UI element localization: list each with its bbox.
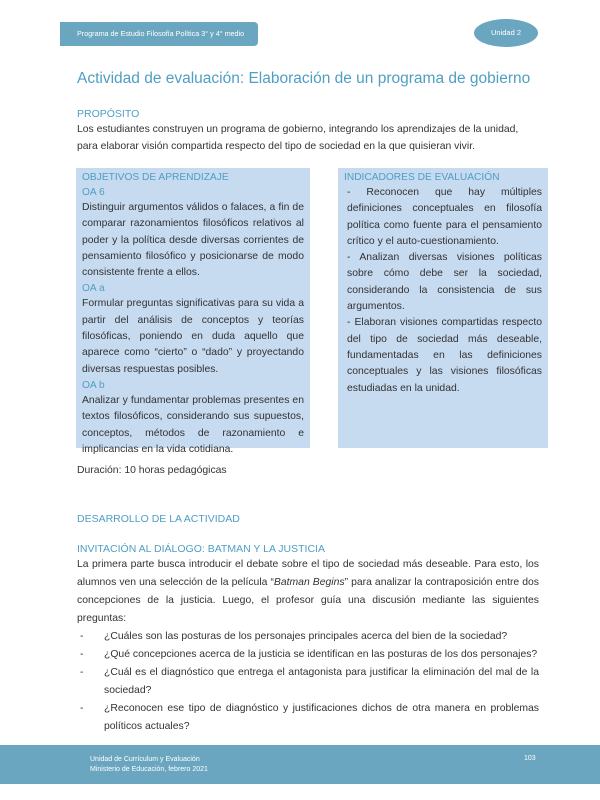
objetivos-heading: OBJETIVOS DE APRENDIZAJE xyxy=(82,172,229,183)
proposito-heading: PROPÓSITO xyxy=(77,108,140,120)
bullet-dash: - xyxy=(80,703,84,714)
questions-list xyxy=(77,628,539,736)
invitacion-text xyxy=(77,556,539,628)
invitacion-text-before: La primera parte busca introducir el debate sobre el tipo de sociedad más deseable. Para esto, los alumnos ven una selección de la película “ xyxy=(77,559,539,588)
oa-code: OA 6 xyxy=(82,187,105,198)
bullet-dash: - xyxy=(80,631,84,642)
question-item xyxy=(77,646,539,664)
footer-line1: Unidad de Currículum y Evaluación xyxy=(90,756,200,763)
question-text: ¿Qué concepciones acerca de la justicia se identifican en las posturas de los dos personajes? xyxy=(104,649,538,660)
page-number: 103 xyxy=(524,755,536,762)
bullet-dash: - xyxy=(80,667,84,678)
indicador-item: - Elaboran visiones compartidas respecto del tipo de sociedad más deseable, fundamentadas en las definiciones conceptuales y las visiones filosóficas estudiadas en la unidad. xyxy=(347,317,542,394)
duracion-text: Duración: 10 horas pedagógicas xyxy=(77,465,227,476)
indicador-item: - Analizan diversas visiones políticas sobre cómo debe ser la sociedad, considerando la consistencia de sus argumentos. xyxy=(347,252,542,313)
indicador-item: - Reconocen que hay múltiples definiciones conceptuales en filosofía política como fuente para el pensamiento crítico y el auto-cuestionamiento. xyxy=(347,187,542,247)
footer-line2: Ministerio de Educación, febrero 2021 xyxy=(90,766,208,773)
question-item xyxy=(77,628,539,646)
unit-badge: Unidad 2 xyxy=(474,19,538,47)
question-text: ¿Cuáles son las posturas de los personajes principales acerca del bien de la sociedad? xyxy=(104,631,508,642)
proposito-section xyxy=(77,108,532,155)
indicadores-heading: INDICADORES DE EVALUACIÓN xyxy=(344,172,500,183)
bullet-dash: - xyxy=(80,649,84,660)
page-title: Actividad de evaluación: Elaboración de un programa de gobierno xyxy=(77,70,531,87)
oa-text: Formular preguntas significativas para su vida a partir del análisis de conceptos y teorías filosóficas, poniendo en duda aquello que aparece como “cierto” o “dado” y proyectando diversas respuestas posibles. xyxy=(82,298,304,375)
invitacion-heading: INVITACIÓN AL DIÁLOGO: BATMAN Y LA JUSTICIA xyxy=(77,543,325,555)
objetivos-box xyxy=(76,168,310,455)
oa-text: Analizar y fundamentar problemas presentes en textos filosóficos, considerando sus supuestos, conceptos, métodos de razonamiento e implicancias en la vida cotidiana. xyxy=(82,394,304,455)
oa-code: OA a xyxy=(82,283,105,295)
question-item xyxy=(77,664,539,700)
footer-credits xyxy=(90,755,208,775)
film-title: Batman Begins xyxy=(273,577,345,588)
page-footer xyxy=(0,745,600,784)
proposito-text: Los estudiantes construyen un programa de gobierno, integrando los aprendizajes de la unidad, para elaborar visión compartida respecto del tipo de sociedad en la que quisieran vivir. xyxy=(77,124,519,152)
oa-text: Distinguir argumentos válidos o falaces, a fin de comparar razonamientos filosóficos relativos al poder y la política desde diversas corrientes de pensamiento filosófico y posicionarse de modo consistente frente a ellos. xyxy=(82,202,304,279)
question-text: ¿Reconocen ese tipo de diagnóstico y justificaciones dichos de otra manera en problemas políticos actuales? xyxy=(104,703,539,732)
question-item xyxy=(77,700,539,736)
indicadores-box xyxy=(338,168,548,448)
invitacion-text-after: ” para analizar la contraposición entre dos concepciones de la justicia. Luego, el profesor guía una discusión mediante las siguientes preguntas: xyxy=(77,577,540,624)
desarrollo-heading: DESARROLLO DE LA ACTIVIDAD xyxy=(77,513,240,525)
oa-code: OA b xyxy=(82,379,105,391)
program-header: Programa de Estudio Filosofía Política 3° y 4° medio xyxy=(60,22,258,46)
invitacion-section xyxy=(77,543,539,736)
question-text: ¿Cuál es el diagnóstico que entrega el antagonista para justificar la eliminación del mal de la sociedad? xyxy=(104,667,539,696)
